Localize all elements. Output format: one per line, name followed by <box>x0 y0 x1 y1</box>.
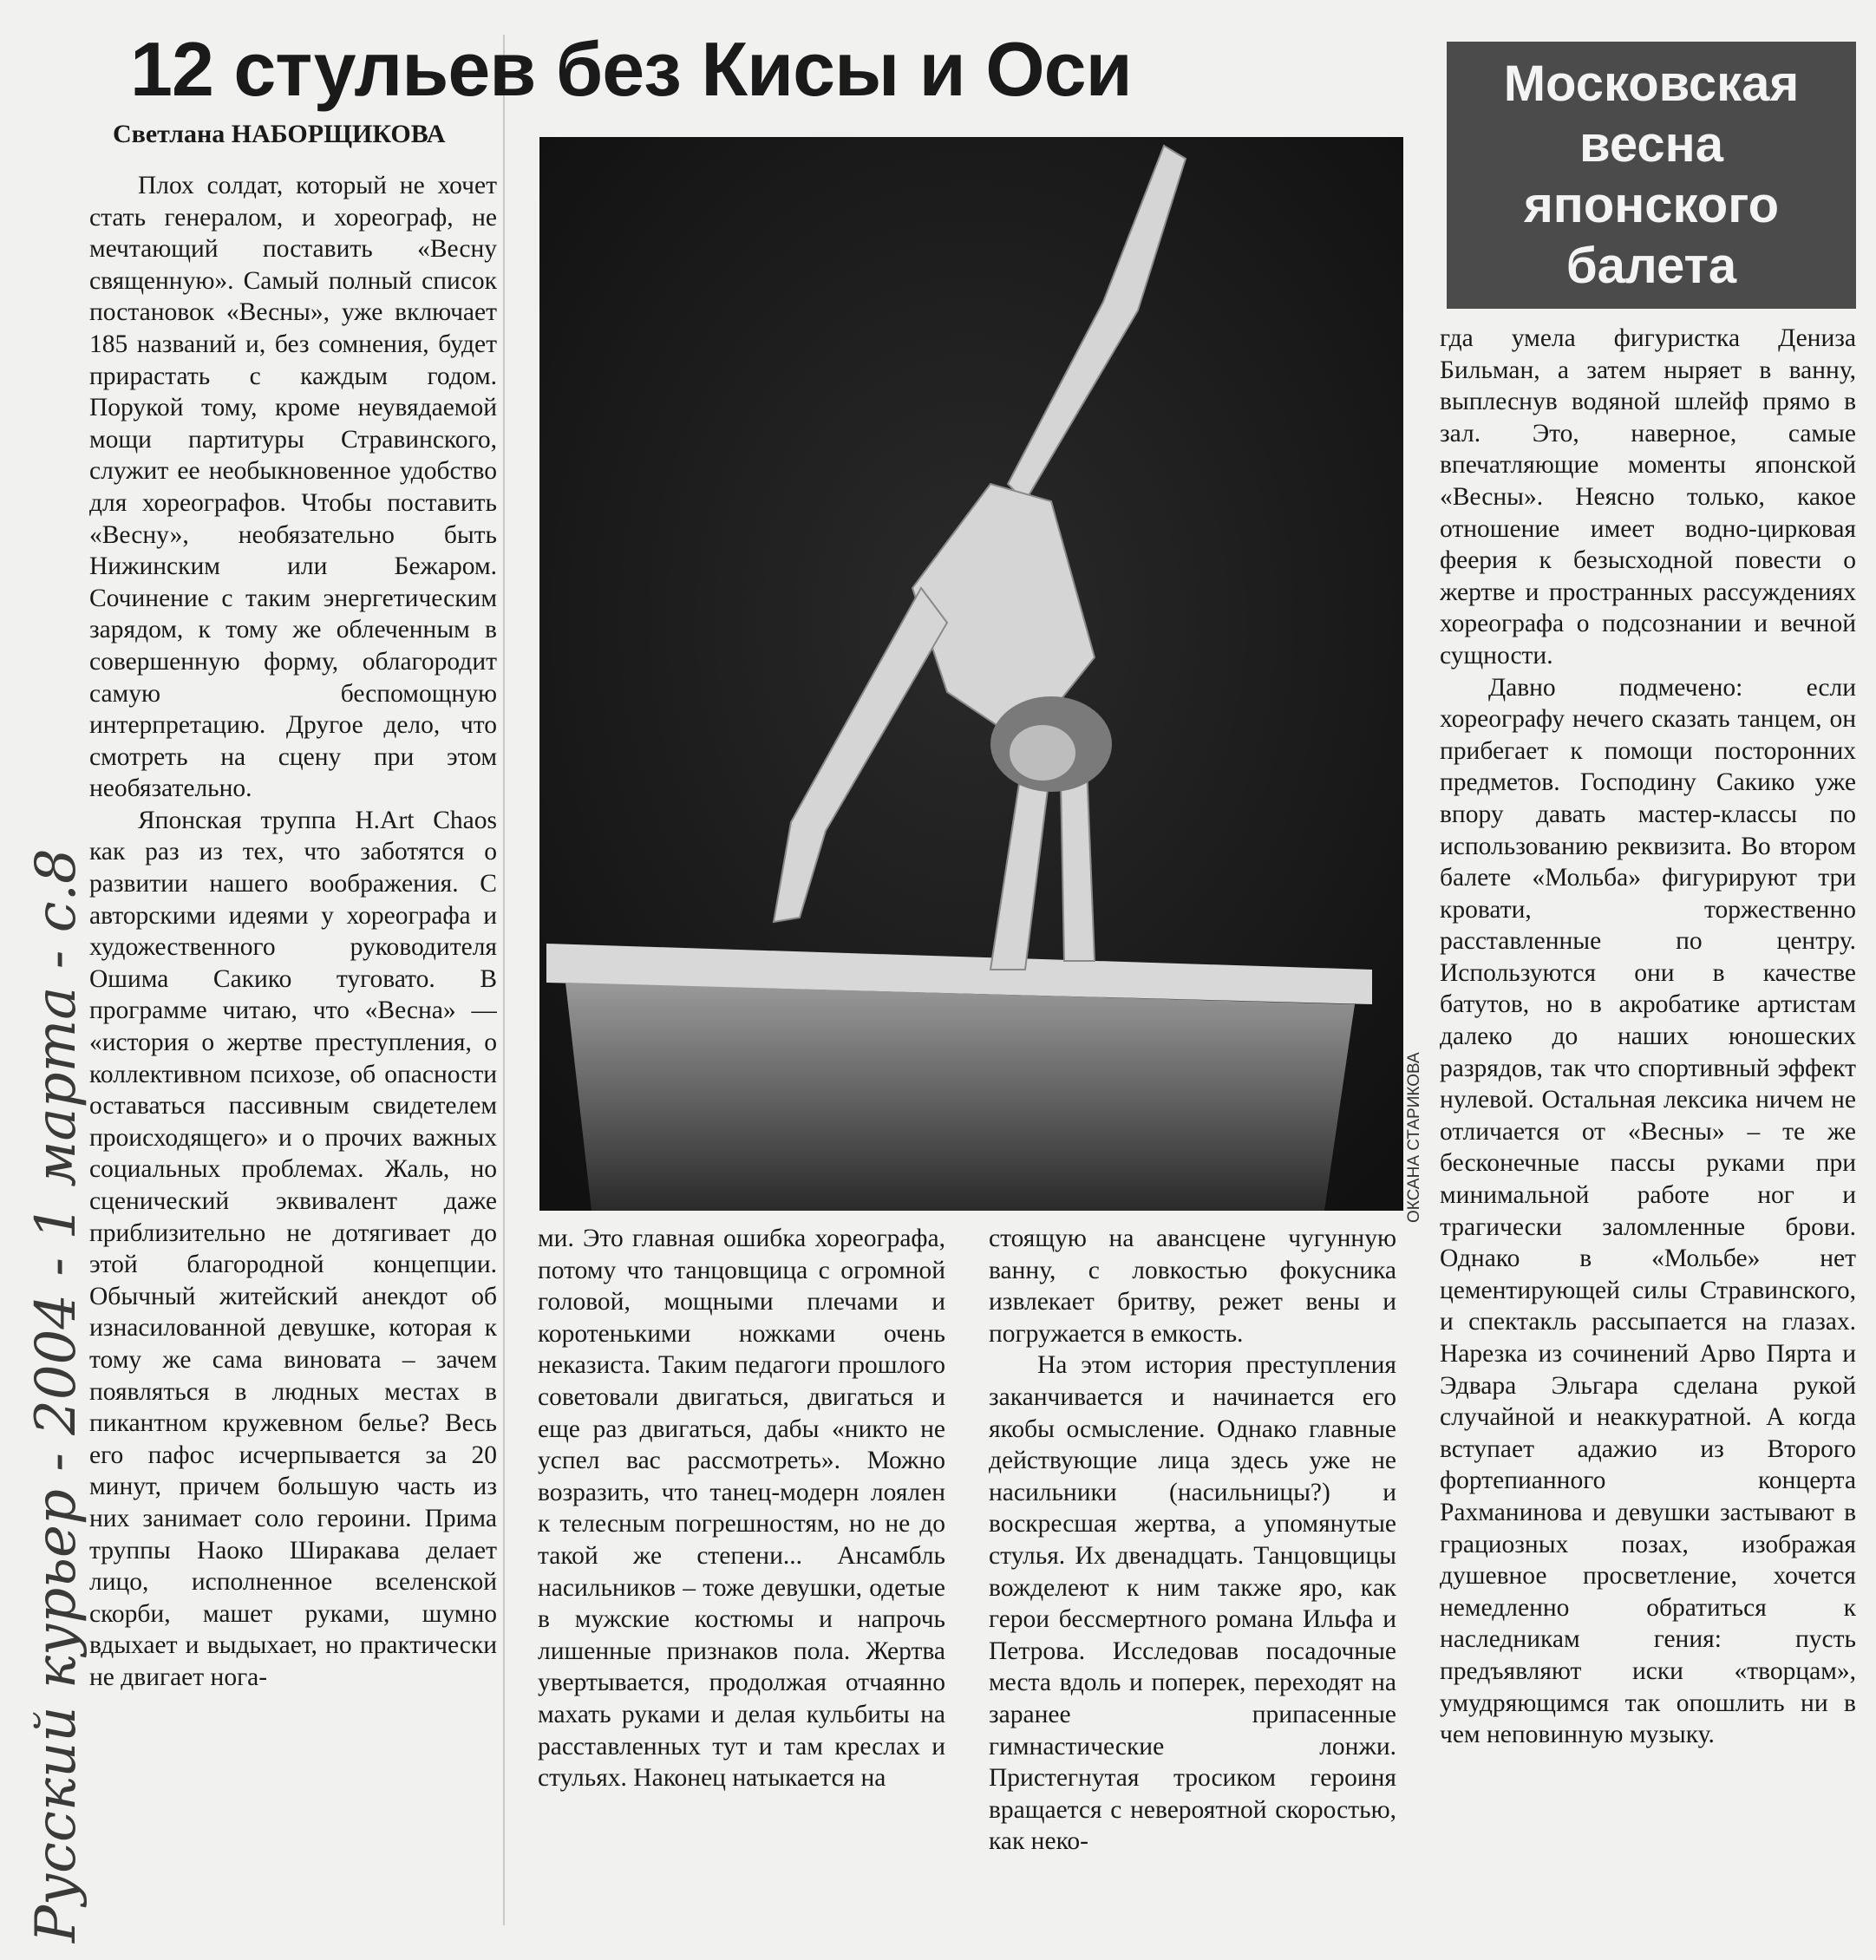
paragraph: стоящую на авансцене чугунную ванну, с ловкостью фокусника извлекает бритву, режет вены и погружается в емкость. <box>989 1225 1396 1348</box>
dancer-photo-illustration <box>539 137 1403 1211</box>
photo-credit: ОКСАНА СТАРИКОВА <box>1405 1052 1423 1223</box>
paragraph: Давно подмечено: если хореографу нечего сказать танцем, он прибегает к помощи посторонних предметов. Господину Сакико уже впору давать мастер-классы по использованию реквизита. Во втором балете «Мольба» фигурируют три кровати, торжественно расставленные по центру. Используются они в качестве батутов, но в акробатике артистам далеко до наших юношеских разрядов, так что спортивный эффект нулевой. Остальная лексика ничем не отличается от «Весны» – те же бесконечные пассы руками при минимальной работе ног и трагически заломленные брови. Однако в «Мольбе» нет цементирующей силы Стравинского, и спектакль рассыпается на глазах. Нарезка из сочинений Арво Пярта и Эдвара Эльгара сделана рукой случайной и неаккуратной. А когда вступает адажио из Второго фортепианного концерта Рахманинова и девушки застывают в грациозных позах, изображая душевное просветление, хочется немедленно обратиться к наследникам гения: пусть предъявляют иски «творцам», умудряющимся так опошлить ни в чем неповинную музыку. <box>1440 673 1856 1749</box>
article-byline: Светлана НАБОРЩИКОВА <box>113 120 446 148</box>
article-column-3 <box>989 1223 1396 1931</box>
paragraph: ми. Это главная ошибка хореографа, потому что танцовщица с огромной головой, мощными плечами и коротенькими ножками очень неказиста. Таким педагоги прошлого советовали двигаться, двигаться и еще раз двигаться, дабы «никто не успел вас рассмотреть». Можно возразить, что танец-модерн лоялен к телесным погрешностям, но не до такой же степени... Ансамбль насильников – тоже девушки, одетые в мужские костюмы и напрочь лишенные признаков пола. Жертва увертывается, продолжая отчаянно махать руками и делая кульбиты на расставленных тут и там креслах и стульях. Наконец натыкается на <box>538 1225 945 1793</box>
paragraph: Японская труппа H.Art Chaos как раз из тех, что заботятся о развитии нашего воображения. С авторскими идеями у хореографа и художественного руководителя Ошима Сакико туговато. В программе читаю, что «Весна» — «история о жертве преступления, о коллективном психозе, об опасности оставаться пассивным свидетелем происходящего» и о прочих важных социальных проблемах. Жаль, но сценический эквивалент даже приблизительно не дотягивает до этой благородной концепции. Обычный житейский анекдот об изнасилованной девушке, которая к тому же сама виновата – зачем появляться в людных местах в пикантном кружевном белье? Весь его пафос исчерпывается за 20 минут, причем большую часть из них занимает соло героини. Прима труппы Наоко Ширакава делает лицо, исполненное вселенской скорби, машет руками, шумно вдыхает и выдыхает, но практически не двигает нога- <box>89 806 497 1691</box>
scan-fold-line <box>503 35 505 1925</box>
article-column-1 <box>89 170 497 1931</box>
sidebar-line: Московская <box>1503 56 1800 112</box>
handwritten-note: Русский курьер - 2004 - 1 марта - с.8 <box>24 848 88 1943</box>
paragraph: Плох солдат, который не хочет стать генералом, и хореограф, не мечтающий поставить «Весну священную». Самый полный список постановок «Весны», уже включает 185 названий и, без сомнения, будет прирастать с каждым годом. Порукой тому, кроме неувядаемой мощи партитуры Стравинского, служит ее необыкновенное удобство для хореографов. Чтобы поставить «Весну», необязательно быть Нижинским или Бежаром. Сочинение с таким энергетическим зарядом, к тому же облеченным в совершенную форму, облагородит самую беспомощную интерпретацию. Другое дело, что смотреть на сцену при этом необязательно. <box>89 172 497 803</box>
sidebar-rubric <box>1447 42 1856 309</box>
sidebar-line: балета <box>1566 238 1737 294</box>
sidebar-line: весна <box>1579 116 1723 173</box>
article-headline: 12 стульев без Кисы и Оси <box>130 26 1132 112</box>
paragraph: гда умела фигуристка Дениза Бильман, а затем ныряет в ванну, выплеснув водяной шлейф прямо в зал. Это, наверное, самые впечатляющие моменты японской «Весны». Неясно только, какое отношение имеет водно-цирковая феерия к безысходной повести о жертве и пространных рассуждениях хореографа о подсознании и вечной сущности. <box>1440 324 1856 670</box>
dancer-photo <box>539 137 1403 1211</box>
article-column-4 <box>1440 323 1856 1931</box>
paragraph: На этом история преступления заканчивается и начинается его якобы осмысление. Однако главные действующие лица здесь уже не насильники (насильницы?) и воскресшая жертва, а упомянутые стулья. Их двенадцать. Танцовщицы вожделеют к ним также яро, как герои бессмертного романа Ильфа и Петрова. Исследовав посадочные места вдоль и поперек, переходят на заранее припасенные гимнастические лонжи. Пристегнутая тросиком героиня вращается с невероятной скоростью, как неко- <box>989 1351 1396 1856</box>
article-column-2 <box>538 1223 945 1931</box>
sidebar-line: японского <box>1523 177 1780 233</box>
handwritten-annotation-area <box>9 243 95 1960</box>
